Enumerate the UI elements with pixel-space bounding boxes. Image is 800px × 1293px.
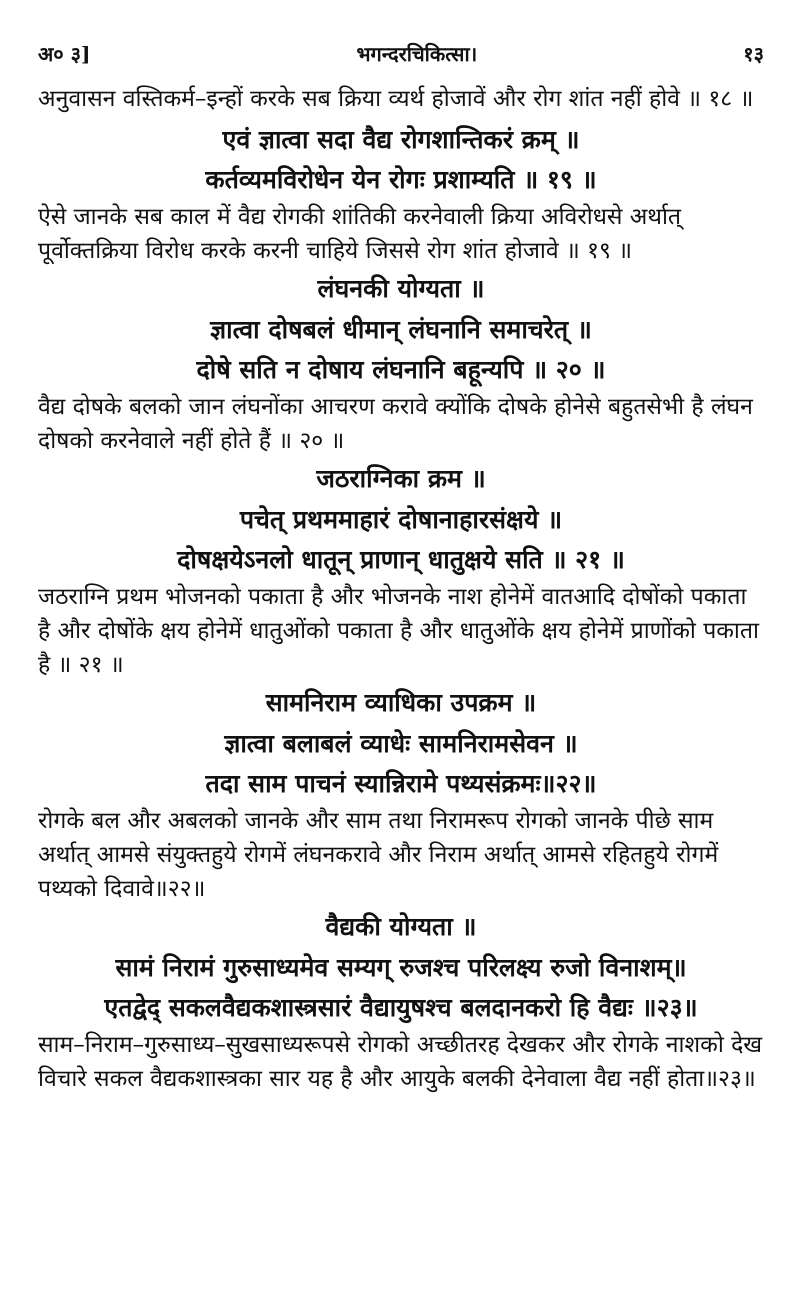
- commentary-paragraph: वैद्य दोषके बलको जान लंघनोंका आचरण करावे क्योंकि दोषके होनेसे बहुतसेभी है लंघन दोषको करनेवाले नहीं होते हैं ॥ २० ॥: [38, 394, 753, 454]
- sanskrit-verse: एतद्वेद् सकलवैद्यकशास्त्रसारं वैद्यायुषश्च बलदानकरो हि वैद्यः ॥२३॥: [104, 993, 698, 1022]
- commentary-paragraph: रोगके बल और अबलको जानके और साम तथा निरामरूप रोगको जानके पीछे साम अर्थात् आमसे संयुक्तहुये रोगमें लंघनकरावे और निराम अर्थात् आमसे रहितहुये रोगमें पथ्यको दिवावे॥२२॥: [38, 808, 719, 902]
- page-body: [38, 82, 764, 1096]
- sanskrit-verse: दोषे सति न दोषाय लंघनानि बहून्यपि ॥ २० ॥: [196, 355, 606, 384]
- sanskrit-verse: दोषक्षयेऽनलो धातून् प्राणान् धातुक्षये सति ॥ २१ ॥: [177, 545, 625, 574]
- commentary-paragraph: साम–निराम–गुरुसाध्य–सुखसाध्यरूपसे रोगको अच्छीतरह देखकर और रोगके नाशको देख विचारे सकल वैद्यकशास्त्रका सार यह है और आयुके बलकी देनेवाला वैद्य नहीं होता॥२३॥: [38, 1032, 763, 1092]
- sanskrit-verse: सामं निरामं गुरुसाध्यमेव सम्यग् रुजश्च परिलक्ष्य रुजो विनाशम्॥: [115, 953, 687, 982]
- commentary-paragraph: जठराग्नि प्रथम भोजनको पकाता है और भोजनके नाश होनेमें वातआदि दोषोंको पकाता है और दोषोंके क्षय होनेमें धातुओंको पकाता है और धातुओंके क्षय होनेमें प्राणोंको पकाता है ॥ २१ ॥: [38, 584, 759, 678]
- running-title: भगन्दरचिकित्सा।: [356, 42, 478, 66]
- section-heading: सामनिराम व्याधिका उपक्रम ॥: [265, 688, 537, 717]
- sanskrit-verse: कर्तव्यमविरोधेन येन रोगः प्रशाम्यति ॥ १९ ॥: [205, 165, 597, 194]
- sanskrit-verse: तदा साम पाचनं स्यान्निरामे पथ्यसंक्रमः॥२२॥: [205, 769, 597, 798]
- commentary-paragraph: ऐसे जानके सब काल में वैद्य रोगकी शांतिकी करनेवाली क्रिया अविरोधसे अर्थात् पूर्वोक्तक्रिया विरोध करके करनी चाहिये जिससे रोग शांत होजावे ॥ १९ ॥: [38, 204, 682, 264]
- section-heading: जठराग्निका क्रम ॥: [316, 464, 486, 493]
- section-heading: लंघनकी योग्यता ॥: [317, 274, 485, 303]
- sanskrit-verse: एवं ज्ञात्वा सदा वैद्य रोगशान्तिकरं क्रम् ॥: [222, 125, 580, 154]
- sanskrit-verse: ज्ञात्वा बलाबलं व्याधेः सामनिरामसेवन ॥: [224, 729, 578, 758]
- chapter-marker: अ० ३]: [38, 42, 91, 66]
- commentary-paragraph: अनुवासन वस्तिकर्म–इन्हों करके सब क्रिया व्यर्थ होजावें और रोग शांत नहीं होवे ॥ १८ ॥: [38, 86, 754, 112]
- sanskrit-verse: पचेत् प्रथममाहारं दोषानाहारसंक्षये ॥: [239, 505, 563, 534]
- page-number: १३: [743, 42, 764, 66]
- section-heading: वैद्यकी योग्यता ॥: [325, 912, 477, 941]
- running-header: [38, 40, 764, 82]
- sanskrit-verse: ज्ञात्वा दोषबलं धीमान् लंघनानि समाचरेत् ॥: [210, 315, 592, 344]
